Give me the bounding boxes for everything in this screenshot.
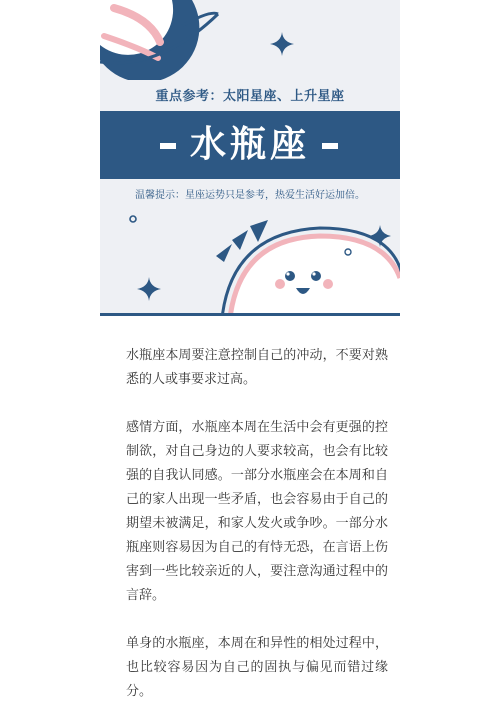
tip-text: 温馨提示：星座运势只是参考，热爱生活好运加倍。 xyxy=(135,190,365,201)
card-divider xyxy=(100,313,400,316)
header-card xyxy=(100,0,400,314)
article-paragraph: 感情方面，水瓶座本周在生活中会有更强的控制欲，对自己身边的人要求较高，也会有比较强的自我认同感。一部分水瓶座会在本周和自己的家人出现一些矛盾，也会容易由于自己的期望未被满足，和家人发火或争吵。一部分水瓶座则容易因为自己的有恃无恐，在言语上伤害到一些比较亲近的人，要注意沟通过程中的言辞。 xyxy=(126,420,388,603)
sparkle-icon xyxy=(136,276,162,302)
dot-icon xyxy=(128,214,138,224)
article-paragraph: 水瓶座本周要注意控制自己的冲动，不要对熟悉的人或事要求过高。 xyxy=(126,348,388,387)
article-paragraph: 单身的水瓶座，本周在和异性的相处过程中，也比较容易因为自己的固执与偏见而错过缘分。 xyxy=(126,636,388,699)
dash-right xyxy=(322,143,338,149)
planet-icon xyxy=(100,0,400,80)
page-title: 水瓶座 xyxy=(189,124,310,165)
title-banner xyxy=(100,111,400,179)
article xyxy=(126,344,388,728)
cartoon-face-icon xyxy=(210,218,400,314)
sparkle-icon xyxy=(268,30,296,58)
subtitle: 重点参考：太阳星座、上升星座 xyxy=(155,89,345,104)
